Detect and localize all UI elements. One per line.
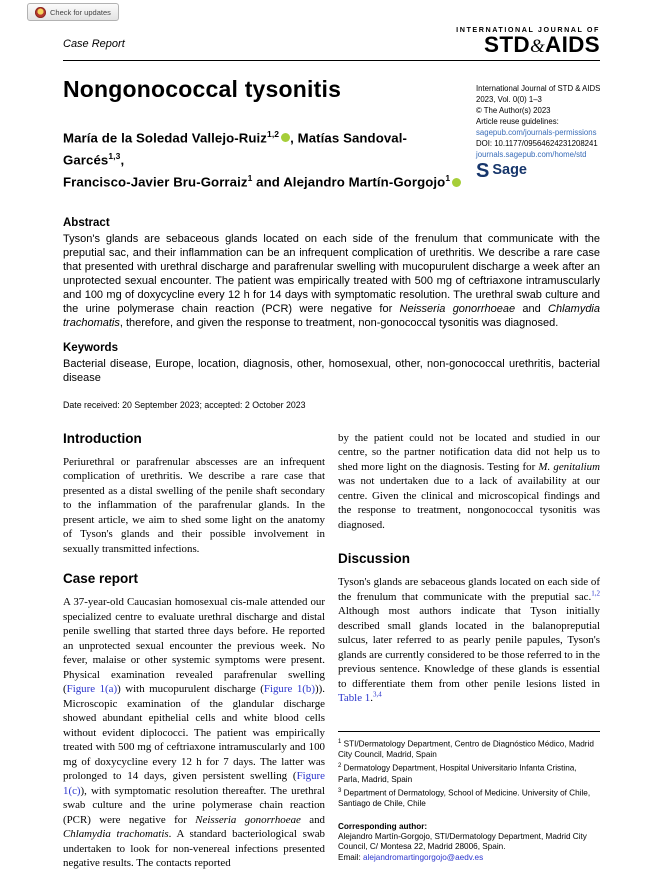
email-label: Email: xyxy=(338,852,364,862)
sage-logo xyxy=(476,159,600,182)
author-affiliation-sup: 1,2 xyxy=(267,128,280,139)
journal-info-lines xyxy=(476,83,600,160)
journal-info-line: DOI: 10.1177/09564624231208241 xyxy=(476,138,598,148)
email-link[interactable]: alejandromartingorgojo@aedv.es xyxy=(363,852,484,862)
journal-info-line: © The Author(s) 2023 xyxy=(476,105,551,115)
article-content xyxy=(63,26,600,871)
case-report-paragraph-1: A 37-year-old Caucasian homosexual cis-male attended our specialized centre to evaluate urethral discharge and distal penile swelling that started three days before. He reported an unprotected sexual encounter the previous week. No fever, malaise or other systemic symptoms were present. Physical examination revealed parafrenular swelling (Figure 1(a)) with mucopurulent discharge (Figure 1(b))). Microscopic examination of the glandular discharge showed abundant epithelial cells and white blood cells without evident diplococci. The patient was empirically treated with 500 mg of ceftriaxone intramuscularly and 100 mg of doxycycline every 12 h for 7 days. The latter was prolonged to 14 days, given persistent swelling (Figure 1(c)), with symptomatic resolution thereafter. The urethral swab culture and the urine polymerase chain reaction (PCR) were negative for Neisseria gonorrhoeae and Chlamydia trachomatis. A standard bacteriological swab undertaken to look for non-venereal infections presented negative results. The contacts reported xyxy=(63,596,325,870)
corresponding-author-heading: Corresponding author: xyxy=(338,821,428,831)
journal-info-link[interactable]: sagepub.com/journals-permissions xyxy=(476,127,597,137)
case-report-heading: Case report xyxy=(63,571,139,587)
corresponding-author-block xyxy=(338,822,600,864)
body-columns xyxy=(63,431,600,871)
footnotes-block xyxy=(338,731,600,863)
dates-line: Date received: 20 September 2023; accepted: 2 October 2023 xyxy=(63,399,306,410)
abstract-section xyxy=(63,217,600,330)
inline-link[interactable]: Figure 1(b) xyxy=(263,683,315,696)
journal-info-link[interactable]: journals.sagepub.com/home/std xyxy=(476,149,587,159)
logo-ampersand: & xyxy=(529,36,546,58)
journal-logo-topline: INTERNATIONAL JOURNAL OF xyxy=(456,25,600,34)
left-column xyxy=(63,431,325,871)
author-affiliation-sup: 1 xyxy=(247,173,253,184)
journal-info-line: Article reuse guidelines: xyxy=(476,116,559,126)
journal-logo xyxy=(456,26,600,57)
journal-logo-main xyxy=(456,34,600,57)
journal-info-block xyxy=(476,76,600,192)
page-title: Nongonococcal tysonitis xyxy=(63,75,342,102)
sage-logo-s: S xyxy=(476,159,490,182)
keywords-section xyxy=(63,342,600,385)
affiliation-footnote: $^1$ STI/Dermatology Department, Centro de Diagnóstico Médico, Madrid City Council, Madrid, Spain xyxy=(338,738,594,760)
author-name: Matías Sandoval-Garcés xyxy=(63,130,407,168)
discussion-heading: Discussion xyxy=(338,551,411,567)
journal-info-line: International Journal of STD & AIDS xyxy=(476,83,601,93)
frontmatter-left xyxy=(63,76,467,192)
author-list xyxy=(63,125,467,192)
journal-info-line: 2023, Vol. 0(0) 1–3 xyxy=(476,94,542,104)
logo-std: STD xyxy=(484,32,530,58)
author-affiliation-sup: 1 xyxy=(445,173,451,184)
discussion-paragraph: Tyson's glands are sebaceous glands located on each side of the frenulum that communicate with the preputial sac.$^{1,2}$ Although most authors indicate that Tyson initially described small glands located in the balanopreputial sulcus, later referred to as pearly penile papules, Tyson's glands are currently considered to be those referred to in the previous sentence. Knowledge of these glands is essential to differentiate them from other penile lesions listed in Table 1.$^{3,4}$ xyxy=(338,576,600,705)
inline-link[interactable]: Figure 1(a) xyxy=(66,683,118,696)
sage-logo-word: Sage xyxy=(492,162,528,179)
affiliation-footnote: $^3$ Department of Dermatology, School of Medicine. University of Chile, Santiago de Chile, Chile xyxy=(338,787,591,809)
check-for-updates-button[interactable] xyxy=(27,3,119,21)
affiliations-list xyxy=(338,737,600,810)
abstract-text: Tyson's glands are sebaceous glands located on each side of the frenulum that communicate with the preputial sac, and their inflammation can be an infrequent complication of urethritis. We describe a rare case that presented with urethral discharge and parafrenular swelling with mucopurulent discharge a week after an unprotected sexual encounter. The patient was empirically treated with 500 mg of ceftriaxone intramuscularly and 100 mg of doxycycline every 12 h for 14 days with symptomatic resolution. The urethral swab culture and the urine polymerase chain reaction (PCR) were negative for Neisseria gonorrhoeae and Chlamydia trachomatis, therefore, and given the response to treatment, non-gonococcal tysonitis was diagnosed. xyxy=(63,232,600,329)
page-header xyxy=(63,26,600,57)
abstract-heading: Abstract xyxy=(63,216,110,229)
affiliation-footnote: $^2$ Dermatology Department, Hospital Universitario Infanta Cristina, Parla, Madrid, Spain xyxy=(338,763,577,784)
case-report-paragraph-2: by the patient could not be located and studied in our centre, so the partner notification data did not help us to shed more light on the diagnosis. Testing for M. genitalium was not undertaken due to a lack of availability at our centre. Given the clinical and microscopical findings and the response to treatment, nongonococcal tysonitis was diagnosed. xyxy=(338,431,600,531)
keywords-text: Bacterial disease, Europe, location, diagnosis, other, homosexual, other, non-gonococcal urethritis, bacterial disease xyxy=(63,357,600,384)
author-separator: , xyxy=(120,152,125,168)
author-separator: , xyxy=(290,130,298,146)
author-name: Francisco-Javier Bru-Gorraiz xyxy=(63,174,248,190)
inline-link[interactable]: 3,4 xyxy=(372,690,382,699)
keywords-heading: Keywords xyxy=(63,341,118,354)
orcid-icon[interactable] xyxy=(452,178,461,187)
inline-link[interactable]: 1,2 xyxy=(591,589,600,598)
author-affiliation-sup: 1,3 xyxy=(108,151,121,162)
article-type-label: Case Report xyxy=(63,37,125,50)
inline-link[interactable]: Figure 1(c) xyxy=(63,770,325,797)
right-column xyxy=(338,431,600,871)
author-separator: and xyxy=(252,174,284,190)
header-divider xyxy=(63,60,600,61)
introduction-heading: Introduction xyxy=(63,430,142,446)
orcid-icon[interactable] xyxy=(281,133,290,142)
check-for-updates-label: Check for updates xyxy=(50,7,111,17)
logo-aids: AIDS xyxy=(545,32,600,58)
corresponding-author-text: Alejandro Martín-Gorgojo, STI/Dermatology Department, Madrid City Council, C/ Montesa 22, Madrid 28006, Spain. xyxy=(338,831,587,852)
author-name: Alejandro Martín-Gorgojo xyxy=(283,174,446,190)
frontmatter xyxy=(63,76,600,192)
introduction-paragraph: Periurethral or parafrenular abscesses are an infrequent complication of urethritis. We describe a rare case that presented as a distal swelling of the penile shaft secondary to the inflammation of the parafrenular glands. In the present article, we aim to shed some light on the anatomy of Tyson's glands and their possible involvement in sexually transmitted infections. xyxy=(63,455,325,555)
inline-link[interactable]: Table 1 xyxy=(338,692,371,705)
crossmark-icon xyxy=(35,7,46,18)
author-name: María de la Soledad Vallejo-Ruiz xyxy=(63,130,267,146)
